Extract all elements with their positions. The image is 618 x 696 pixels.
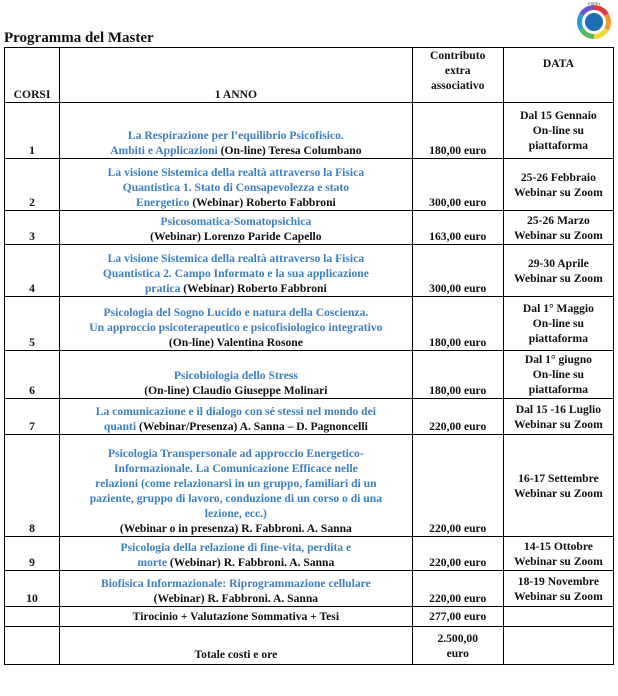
- course-row: [5, 211, 614, 245]
- course-title-cell: [60, 399, 413, 435]
- course-date-line: Webinar su Zoom: [514, 417, 603, 431]
- course-title-text: Un approccio psicoterapeutico e psicofisiologico integrativo: [89, 321, 383, 334]
- course-row: [5, 537, 614, 571]
- header-corsi: CORSI: [5, 48, 60, 103]
- course-row: [5, 297, 614, 351]
- course-date-line: Webinar su Zoom: [514, 228, 603, 242]
- header-data: DATA: [503, 48, 613, 103]
- course-date-line: 25-26 Febbraio: [520, 170, 596, 184]
- course-teacher-text: (On-line) Claudio Giuseppe Molinari: [144, 384, 328, 397]
- course-title-text: Psicologia Transpersonale ad approccio Energetico-: [108, 447, 364, 460]
- course-date: [503, 103, 613, 159]
- course-row: [5, 399, 614, 435]
- course-title-cell: [60, 351, 413, 399]
- course-date: [503, 159, 613, 211]
- course-line: [64, 251, 408, 266]
- course-line: [64, 281, 408, 296]
- course-date-line: Webinar su Zoom: [514, 589, 603, 603]
- totale-cost-line: 2.500,00: [437, 631, 479, 645]
- course-row: [5, 245, 614, 297]
- course-date: [503, 571, 613, 607]
- course-line: [64, 180, 408, 195]
- course-date-line: Webinar su Zoom: [514, 271, 603, 285]
- logo-lettering: ESPEI: [588, 1, 600, 6]
- course-teacher-text: (Webinar) R. Fabbroni. A. Sanna: [153, 592, 319, 605]
- course-cost: 220,00 euro: [412, 571, 503, 607]
- course-title-text: morte: [137, 556, 168, 569]
- course-cost: 220,00 euro: [412, 537, 503, 571]
- course-title-cell: [60, 245, 413, 297]
- course-number: 4: [5, 245, 60, 297]
- header-contributo-line: associativo: [430, 79, 485, 92]
- course-line: [64, 195, 408, 210]
- course-row: [5, 435, 614, 537]
- course-title-text: Psicologia della relazione di fine-vita, perdita e: [120, 541, 352, 554]
- course-date-line: On-line su: [532, 124, 585, 137]
- course-date: [503, 399, 613, 435]
- course-date-line: Dal 1° giugno: [524, 353, 592, 366]
- course-line: [64, 446, 408, 461]
- totale-cost-line: euro: [446, 646, 469, 660]
- logo-globe-icon: [585, 13, 603, 31]
- course-title-text: Energetico: [135, 196, 190, 209]
- course-date-line: 16-17 Settembre: [518, 471, 599, 485]
- course-title-cell: [60, 159, 413, 211]
- master-program-table: [4, 47, 614, 665]
- course-cost: 300,00 euro: [412, 245, 503, 297]
- course-title-text: Quantistica 1. Stato di Consapevolezza e stato: [122, 181, 350, 194]
- course-title-text: Ambiti e Applicazioni: [110, 144, 218, 157]
- header-contributo-line: extra: [444, 64, 471, 77]
- course-date: [503, 351, 613, 399]
- course-number: 10: [5, 571, 60, 607]
- course-date-line: 18-19 Novembre: [517, 574, 600, 588]
- course-cost: 180,00 euro: [412, 351, 503, 399]
- course-title-text: Psicobiologia dello Stress: [173, 369, 298, 382]
- course-teacher-text: (Webinar o in presenza) R. Fabbroni. A. Sanna: [119, 522, 352, 535]
- course-date-line: Webinar su Zoom: [514, 185, 603, 199]
- course-number: 8: [5, 435, 60, 537]
- course-teacher-text: (Webinar) Roberto Fabbroni: [189, 196, 336, 209]
- course-title-cell: [60, 571, 413, 607]
- course-line: [64, 165, 408, 180]
- course-title-text: Informazionale. La Comunicazione Efficace nelle: [113, 462, 358, 475]
- course-line: [64, 576, 408, 591]
- tirocinio-label: Tirocinio + Valutazione Sommativa + Tesi: [60, 607, 413, 627]
- course-teacher-text: (Webinar) Lorenzo Paride Capello: [150, 230, 322, 243]
- course-date-line: piattaforma: [528, 139, 589, 152]
- course-title-text: relazioni (come relazionarsi in un gruppo, familiari di un: [95, 477, 377, 490]
- course-line: [64, 404, 408, 419]
- course-title-text: La Respirazione per l’equilibrio Psicofisico.: [127, 129, 344, 142]
- course-line: [64, 591, 408, 606]
- header-contributo: [412, 48, 503, 103]
- header-contributo-line: Contributo: [430, 49, 486, 62]
- course-date: [503, 211, 613, 245]
- course-line: [64, 266, 408, 281]
- course-date: [503, 245, 613, 297]
- course-date-line: 14-15 Ottobre: [523, 539, 593, 553]
- course-teacher-text: (Webinar) Roberto Fabbroni: [180, 282, 327, 295]
- header-anno: 1 ANNO: [60, 48, 413, 103]
- course-title-cell: [60, 211, 413, 245]
- course-date-line: Dal 1° Maggio: [522, 302, 594, 315]
- course-title-text: pratica: [144, 282, 181, 295]
- course-line: [64, 305, 408, 320]
- course-number: 1: [5, 103, 60, 159]
- course-line: [64, 491, 408, 506]
- course-line: [64, 540, 408, 555]
- course-row: [5, 103, 614, 159]
- totale-empty-cell: [5, 627, 60, 665]
- course-teacher-text: (On-line) Teresa Columbano: [217, 144, 362, 157]
- course-date-line: On-line su: [532, 368, 585, 381]
- course-date-line: 29-30 Aprile: [527, 256, 589, 270]
- course-title-text: quanti: [103, 420, 137, 433]
- course-date-line: Dal 15 -16 Luglio: [515, 402, 602, 416]
- course-row: [5, 159, 614, 211]
- course-title-text: Psicosomatica-Somatopsichica: [160, 215, 312, 228]
- tirocinio-cost: 277,00 euro: [412, 607, 503, 627]
- course-date-line: Webinar su Zoom: [514, 486, 603, 500]
- course-cost: 163,00 euro: [412, 211, 503, 245]
- course-teacher-text: (On-line) Valentina Rosone: [168, 336, 303, 349]
- course-date: [503, 435, 613, 537]
- table-header-row: [5, 48, 614, 103]
- course-line: [64, 521, 408, 536]
- course-date-line: 25-26 Marzo: [527, 213, 590, 227]
- course-teacher-text: (Webinar) R. Fabbroni. A. Sanna: [167, 556, 335, 569]
- course-title-cell: [60, 537, 413, 571]
- course-date: [503, 537, 613, 571]
- course-line: [64, 476, 408, 491]
- tirocinio-date-empty: [503, 607, 613, 627]
- course-date-line: Dal 15 Gennaio: [520, 109, 597, 122]
- course-cost: 220,00 euro: [412, 399, 503, 435]
- course-line: [64, 335, 408, 350]
- course-cost: 180,00 euro: [412, 297, 503, 351]
- course-cost: 300,00 euro: [412, 159, 503, 211]
- course-line: [64, 128, 408, 143]
- course-line: [64, 214, 408, 229]
- course-title-cell: [60, 297, 413, 351]
- course-line: [64, 555, 408, 570]
- course-title-text: lezione, ecc.): [204, 507, 267, 520]
- course-title-text: La visione Sistemica della realtà attraverso la Fisica: [107, 252, 365, 265]
- course-title-cell: [60, 103, 413, 159]
- course-number: 9: [5, 537, 60, 571]
- course-title-text: La comunicazione e il dialogo con sé stessi nel mondo dei: [95, 405, 376, 418]
- course-number: 3: [5, 211, 60, 245]
- course-line: [64, 229, 408, 244]
- totale-cost: [412, 627, 503, 665]
- course-line: [64, 506, 408, 521]
- course-row: [5, 571, 614, 607]
- course-title-text: paziente, gruppo di lavoro, conduzione di un corso o di una: [89, 492, 382, 505]
- course-line: [64, 461, 408, 476]
- course-line: [64, 320, 408, 335]
- tirocinio-empty-cell: [5, 607, 60, 627]
- course-number: 7: [5, 399, 60, 435]
- course-title-text: Psicologia del Sogno Lucido e natura della Coscienza.: [103, 306, 369, 319]
- course-title-text: Quantistica 2. Campo Informato e la sua applicazione: [102, 267, 369, 280]
- course-title-text: La visione Sistemica della realtà attraverso la Fisica: [107, 166, 365, 179]
- course-line: [64, 368, 408, 383]
- course-title-text: Biofisica Informazionale: Riprogrammazione cellulare: [101, 577, 371, 590]
- course-date-line: piattaforma: [528, 383, 589, 396]
- course-number: 5: [5, 297, 60, 351]
- totale-date-empty: [503, 627, 613, 665]
- course-line: [64, 419, 408, 434]
- course-cost: 220,00 euro: [412, 435, 503, 537]
- course-line: [64, 143, 408, 158]
- course-number: 2: [5, 159, 60, 211]
- course-number: 6: [5, 351, 60, 399]
- organization-logo: [560, 0, 618, 44]
- course-date-line: On-line su: [532, 317, 585, 330]
- course-date-line: piattaforma: [528, 332, 589, 345]
- course-title-cell: [60, 435, 413, 537]
- course-date-line: Webinar su Zoom: [514, 554, 603, 568]
- course-line: [64, 383, 408, 398]
- course-cost: 180,00 euro: [412, 103, 503, 159]
- course-date: [503, 297, 613, 351]
- tirocinio-row: [5, 607, 614, 627]
- course-row: [5, 351, 614, 399]
- totale-label: Totale costi e ore: [60, 627, 413, 665]
- course-teacher-text: (Webinar/Presenza) A. Sanna – D. Pagnoncelli: [136, 420, 368, 433]
- totale-row: [5, 627, 614, 665]
- page-title: Programma del Master: [4, 30, 154, 46]
